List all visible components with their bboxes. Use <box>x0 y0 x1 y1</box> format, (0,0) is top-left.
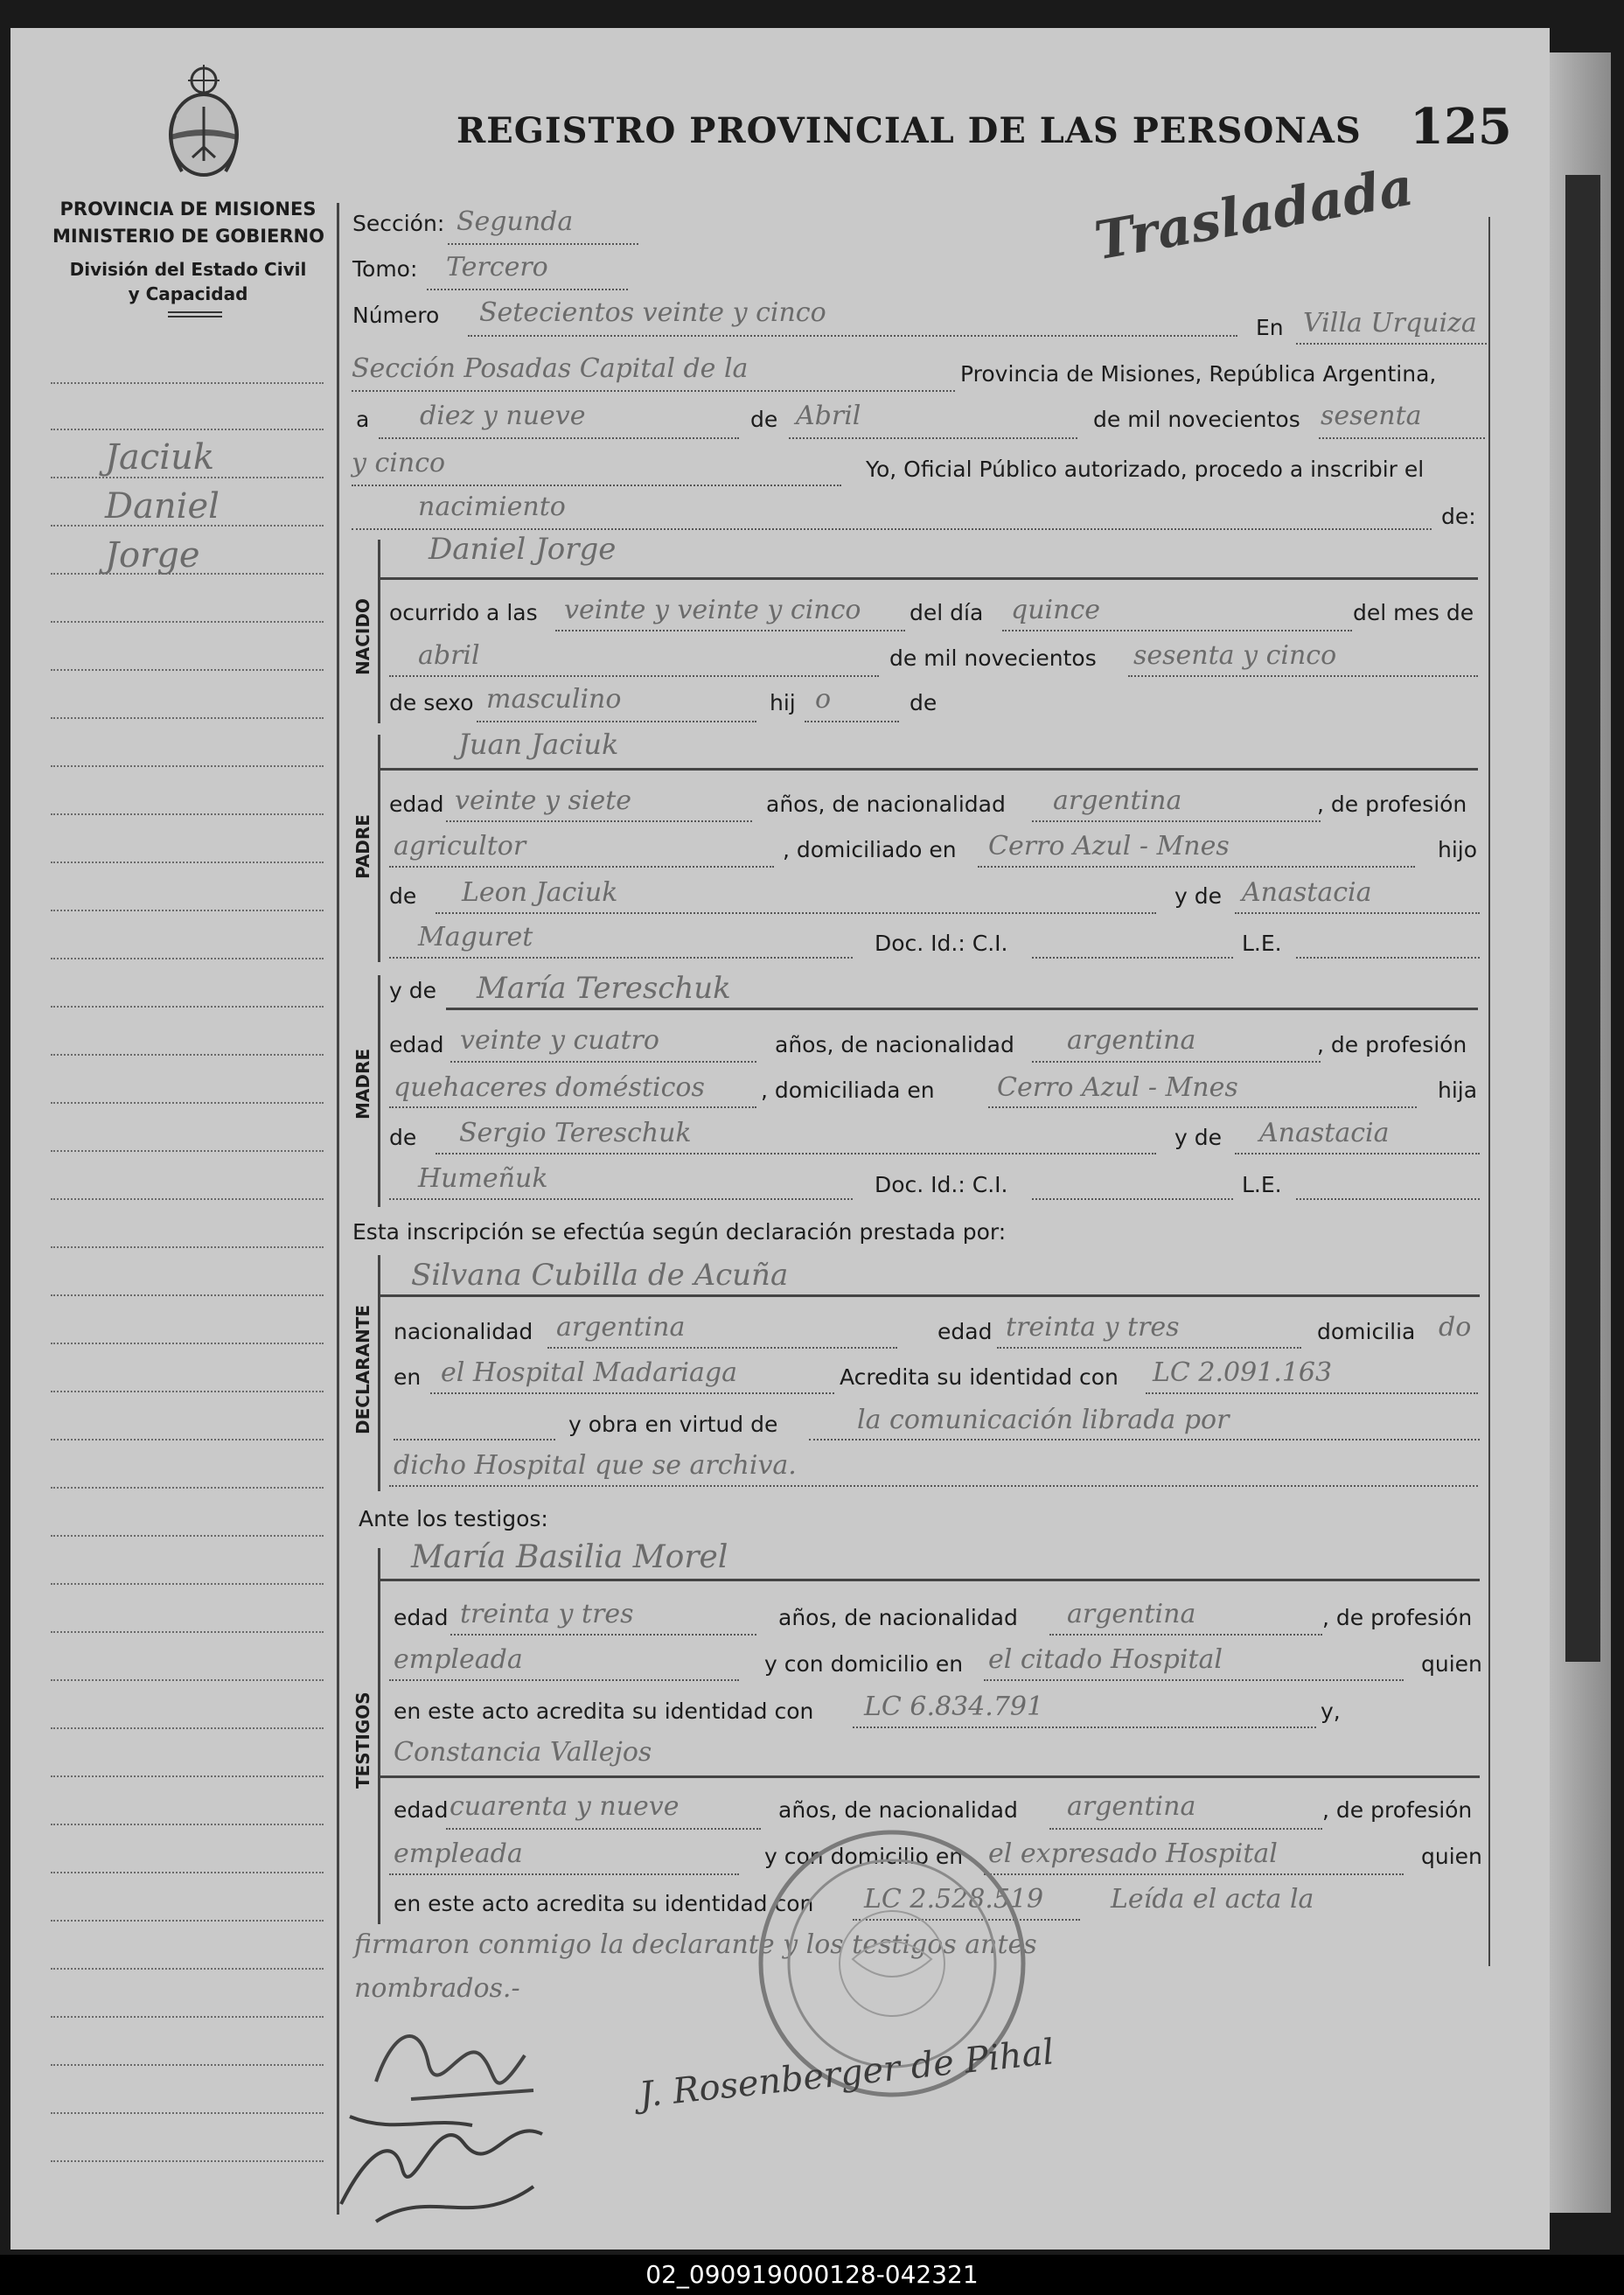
sidebar-line <box>51 1343 324 1344</box>
sidebar-line <box>51 1198 324 1200</box>
padre-anios-label: años, de nacionalidad <box>766 792 1006 817</box>
witness-signature <box>324 2082 568 2239</box>
t1-acredita-label: en este acto acredita su identidad con <box>394 1699 814 1724</box>
sidebar-line <box>51 2064 324 2066</box>
padre-domicilio-label: , domiciliado en <box>783 837 957 862</box>
testigos-bracket <box>378 1548 380 1924</box>
anio-2-line <box>352 485 841 486</box>
madre-de-label: de <box>389 1125 417 1150</box>
declarante-nacionalidad-line <box>547 1347 897 1349</box>
declarante-obra-1-line <box>809 1439 1480 1440</box>
padre-madre-de-1: Anastacia <box>1242 877 1372 908</box>
sexo-label: de sexo <box>389 690 474 715</box>
de-label: de <box>750 407 778 432</box>
padre-madre-de-2: Maguret <box>418 922 533 952</box>
testigo-1-top-rule <box>378 1579 1480 1581</box>
mes-line <box>789 437 1077 439</box>
en-label: En <box>1256 315 1284 340</box>
sidebar-line <box>51 382 324 384</box>
sidebar-line <box>51 1968 324 1970</box>
sidebar-line <box>51 1631 324 1633</box>
declarante-domicilia-suffix: do <box>1439 1312 1472 1343</box>
sexo-value: masculino <box>486 684 622 715</box>
t2-domicilio: el expresado Hospital <box>988 1838 1278 1869</box>
t1-documento-line <box>853 1726 1316 1728</box>
sidebar-line <box>51 1679 324 1681</box>
tomo-value: Tercero <box>446 252 548 283</box>
numero-line <box>468 335 1237 337</box>
declarante-obra-1: la comunicación librada por <box>857 1405 1230 1435</box>
dia-nac-value: quince <box>1011 595 1100 625</box>
del-dia-label: del día <box>910 600 984 625</box>
anio-nac-line <box>1128 675 1478 677</box>
t2-nacionalidad: argentina <box>1067 1791 1196 1822</box>
oficial-signature: J. Rosenberger de Pihal <box>637 2032 1056 2116</box>
cierre-3: nombrados.- <box>354 1973 520 2004</box>
coat-of-arms-emblem <box>156 63 252 185</box>
sidebar-line <box>51 1872 324 1873</box>
declarante-domicilio: el Hospital Madariaga <box>441 1357 737 1388</box>
madre-profesion-line <box>389 1106 756 1108</box>
hij-label: hij <box>770 690 796 715</box>
book-spine <box>1565 175 1600 1662</box>
madre-y-de-label: y de <box>389 978 436 1003</box>
hij-line <box>805 721 899 722</box>
t1-documento: LC 6.834.791 <box>864 1692 1044 1722</box>
t2-anios-label: años, de nacionalidad <box>778 1797 1018 1823</box>
sidebar-line <box>51 2016 324 2018</box>
declarante-en-label: en <box>394 1364 422 1390</box>
sidebar-line <box>51 813 324 815</box>
lugar-1-value: Villa Urquiza <box>1303 308 1477 338</box>
madre-nacionalidad-line <box>1032 1061 1321 1063</box>
tomo-line <box>427 289 628 290</box>
declarante-obra-2: dicho Hospital que se archiva. <box>394 1450 797 1481</box>
padre-hijo-label: hijo <box>1438 837 1478 862</box>
declarante-documento: LC 2.091.163 <box>1153 1357 1333 1388</box>
padre-doc-label: Doc. Id.: C.I. <box>875 931 1008 956</box>
madre-profesion: quehaceres domésticos <box>394 1072 705 1103</box>
padre-le-line <box>1296 957 1480 959</box>
t2-profesion: empleada <box>394 1838 523 1869</box>
oficial-text: Yo, Oficial Público autorizado, procedo a inscribir el <box>866 457 1425 482</box>
sexo-line <box>477 721 756 722</box>
padre-section-label: PADRE <box>352 814 373 879</box>
agency-division: División del Estado Civil <box>69 259 307 280</box>
nacido-nombre: Daniel Jorge <box>429 532 617 567</box>
t2-nacionalidad-line <box>1049 1828 1322 1830</box>
declarante-nacionalidad: argentina <box>556 1312 686 1343</box>
padre-edad-label: edad <box>389 792 444 817</box>
hora-line <box>555 630 905 631</box>
padre-profesion-line <box>389 866 774 868</box>
sidebar-line <box>51 1583 324 1585</box>
padre-le-label: L.E. <box>1242 931 1282 956</box>
agency-ministry: MINISTERIO DE GOBIERNO <box>52 226 324 247</box>
padre-nacionalidad: argentina <box>1053 785 1182 816</box>
sidebar-line <box>51 429 324 430</box>
t1-profesion-line <box>389 1679 739 1681</box>
t2-quien-label: quien <box>1421 1844 1482 1869</box>
declarante-top-rule <box>378 1294 1480 1297</box>
dia-value: diez y nueve <box>420 401 586 431</box>
madre-madre-de-2-line <box>389 1198 853 1200</box>
ocurrido-label: ocurrido a las <box>389 600 538 625</box>
nacido-de-label: de <box>910 690 937 715</box>
madre-hija-label: hija <box>1438 1078 1478 1103</box>
madre-edad: veinte y cuatro <box>460 1025 659 1056</box>
dia-line <box>379 437 739 439</box>
anio-2-value: y cinco <box>352 448 446 478</box>
madre-le-line <box>1296 1198 1480 1200</box>
padre-top-rule <box>378 768 1478 771</box>
declarante-edad-label: edad <box>937 1319 993 1344</box>
lugar-2-line <box>352 390 955 392</box>
sidebar-line <box>51 1102 324 1104</box>
madre-padre-de: Sergio Tereschuk <box>459 1118 692 1148</box>
padre-domicilio: Cerro Azul - Mnes <box>988 831 1230 861</box>
padre-nombre: Juan Jaciuk <box>458 728 619 761</box>
numero-value: Setecientos veinte y cinco <box>479 297 826 328</box>
declarante-bracket <box>378 1255 380 1491</box>
hora-value: veinte y veinte y cinco <box>564 595 861 625</box>
sidebar-line <box>51 1391 324 1392</box>
numero-label: Número <box>352 303 440 328</box>
cierre-1: Leída el acta la <box>1111 1884 1314 1915</box>
margin-first-name: Daniel <box>105 486 220 527</box>
madre-anios-label: años, de nacionalidad <box>775 1032 1014 1057</box>
document-code-bar: 02_090919000128-042321 <box>0 2255 1624 2295</box>
t2-profesion-label: , de profesión <box>1322 1797 1473 1823</box>
sidebar-line <box>51 1439 324 1440</box>
madre-domicilio-line <box>988 1106 1417 1108</box>
sidebar-line <box>51 1775 324 1777</box>
padre-edad-line <box>446 820 752 822</box>
mil-label: de mil novecientos <box>1093 407 1300 432</box>
declarante-nombre: Silvana Cubilla de Acuña <box>411 1258 789 1293</box>
declarante-domicilio-line <box>430 1392 834 1394</box>
provincia-text: Provincia de Misiones, República Argentina, <box>960 361 1437 387</box>
nacido-bracket <box>378 540 380 723</box>
t1-profesion-label: , de profesión <box>1322 1605 1473 1630</box>
declarante-documento-line <box>1146 1392 1478 1394</box>
t1-edad: treinta y tres <box>460 1599 634 1629</box>
lugar-2-value: Sección Posadas Capital de la <box>352 353 749 384</box>
t1-edad-label: edad <box>394 1605 449 1630</box>
lugar-1-line <box>1296 343 1487 345</box>
right-margin-rule <box>1488 217 1490 1966</box>
t1-nacionalidad-line <box>1049 1634 1322 1636</box>
padre-profesion-label: , de profesión <box>1317 792 1467 817</box>
tomo-label: Tomo: <box>352 256 418 282</box>
acto-line <box>352 528 1432 530</box>
a-label: a <box>356 407 370 432</box>
t2-profesion-line <box>389 1873 739 1875</box>
madre-section-label: MADRE <box>352 1048 373 1120</box>
t1-domicilio-line <box>984 1679 1404 1681</box>
sidebar-line <box>51 1006 324 1008</box>
testigo-2-top-rule <box>378 1775 1480 1778</box>
declarante-obra-2-line <box>389 1485 1478 1487</box>
seccion-label: Sección: <box>352 211 445 236</box>
anio-1-line <box>1319 437 1485 439</box>
sidebar-divider <box>337 203 339 2215</box>
sidebar-line <box>51 1054 324 1056</box>
declarante-edad-line <box>997 1347 1301 1349</box>
declarante-intro: Esta inscripción se efectúa según declaración prestada por: <box>352 1219 1007 1245</box>
sidebar-line <box>51 910 324 911</box>
declarante-nacionalidad-label: nacionalidad <box>394 1319 533 1344</box>
mil-nac-label: de mil novecientos <box>889 645 1097 671</box>
t1-quien-label: quien <box>1421 1651 1482 1677</box>
padre-edad: veinte y siete <box>455 785 632 816</box>
seccion-value: Segunda <box>457 206 574 237</box>
mes-nac-value: abril <box>418 640 480 671</box>
madre-madre-de-1: Anastacia <box>1259 1118 1390 1148</box>
testigo-2-nombre: Constancia Vallejos <box>394 1737 652 1768</box>
nacido-section-label: NACIDO <box>352 598 373 675</box>
sidebar-line <box>51 1727 324 1729</box>
madre-y-de-label2: y de <box>1174 1125 1222 1150</box>
dia-nac-line <box>1002 630 1352 631</box>
madre-padre-de-line <box>436 1153 1156 1154</box>
madre-le-label: L.E. <box>1242 1172 1282 1197</box>
padre-domicilio-line <box>978 866 1415 868</box>
agency-underline <box>168 311 222 317</box>
declarante-acredita-label: Acredita su identidad con <box>840 1364 1119 1390</box>
padre-madre-de-2-line <box>389 957 853 959</box>
sidebar-line <box>51 1294 324 1296</box>
madre-doc-label: Doc. Id.: C.I. <box>875 1172 1008 1197</box>
madre-top-rule <box>446 1008 1478 1010</box>
madre-domicilio: Cerro Azul - Mnes <box>997 1072 1238 1103</box>
sidebar-line <box>51 2112 324 2114</box>
anio-nac-value: sesenta y cinco <box>1133 640 1337 671</box>
padre-de-label: de <box>389 883 417 909</box>
t2-edad-label: edad <box>394 1797 449 1823</box>
t1-anios-label: años, de nacionalidad <box>778 1605 1018 1630</box>
sidebar-line <box>51 1150 324 1152</box>
sidebar-line <box>51 1824 324 1825</box>
madre-nacionalidad: argentina <box>1067 1025 1196 1056</box>
del-mes-label: del mes de <box>1353 600 1474 625</box>
testigos-intro: Ante los testigos: <box>359 1506 548 1531</box>
cierre-2: firmaron conmigo la declarante y los testigos antes <box>354 1929 1037 1960</box>
t2-edad-line <box>446 1828 761 1830</box>
sidebar-line <box>51 958 324 959</box>
madre-bracket <box>378 975 380 1207</box>
madre-madre-de-2: Humeñuk <box>418 1163 548 1194</box>
padre-nacionalidad-line <box>1032 820 1321 822</box>
padre-padre-de-line <box>436 912 1156 914</box>
madre-profesion-label: , de profesión <box>1317 1032 1467 1057</box>
t1-nacionalidad: argentina <box>1067 1599 1196 1629</box>
t1-domicilio: el citado Hospital <box>988 1644 1223 1675</box>
t2-acredita-label: en este acto acredita su identidad con <box>394 1891 814 1916</box>
t2-edad: cuarenta y nueve <box>450 1791 680 1822</box>
madre-ci-line <box>1032 1198 1233 1200</box>
sidebar-line <box>51 1535 324 1537</box>
sidebar-line <box>51 621 324 623</box>
padre-y-de-label: y de <box>1174 883 1222 909</box>
padre-profesion: agricultor <box>394 831 526 861</box>
page-number: 125 <box>1410 98 1512 156</box>
declarante-blank-line <box>394 1439 555 1440</box>
sidebar-line <box>51 1246 324 1248</box>
sidebar-line <box>51 2160 324 2162</box>
declarante-section-label: DECLARANTE <box>352 1304 373 1434</box>
padre-padre-de: Leon Jaciuk <box>462 877 618 908</box>
t1-y-label: y, <box>1321 1699 1341 1724</box>
agency-province: PROVINCIA DE MISIONES <box>59 199 317 220</box>
sidebar-line <box>51 1920 324 1922</box>
sidebar-line <box>51 669 324 671</box>
sidebar-line <box>51 765 324 767</box>
t2-documento: LC 2.528.519 <box>864 1884 1044 1915</box>
margin-note-trasladada: Trasladada <box>1090 156 1418 273</box>
margin-surname: Jaciuk <box>105 437 215 478</box>
acto-value: nacimiento <box>418 492 566 522</box>
padre-ci-line <box>1032 957 1233 959</box>
madre-edad-label: edad <box>389 1032 444 1057</box>
mes-nac-line <box>389 675 879 677</box>
sidebar-line <box>51 861 324 863</box>
register-title: REGISTRO PROVINCIAL DE LAS PERSONAS <box>457 110 1362 151</box>
padre-madre-de-1-line <box>1235 912 1480 914</box>
t2-domicilio-label: y con domicilio en <box>764 1844 964 1869</box>
t1-edad-line <box>450 1634 756 1636</box>
agency-division-2: y Capacidad <box>128 283 248 304</box>
madre-nombre: María Tereschuk <box>477 971 731 1006</box>
t1-profesion: empleada <box>394 1644 523 1675</box>
hij-suffix: o <box>815 684 832 715</box>
declarante-domicilia-label: domicilia <box>1317 1319 1416 1344</box>
sidebar-line <box>51 1487 324 1489</box>
nacido-top-rule <box>378 577 1478 580</box>
declarante-edad: treinta y tres <box>1006 1312 1180 1343</box>
madre-madre-de-1-line <box>1235 1153 1480 1154</box>
t2-domicilio-line <box>984 1873 1404 1875</box>
de-colon-label: de: <box>1441 504 1476 529</box>
anio-1-value: sesenta <box>1321 401 1422 431</box>
testigos-section-label: TESTIGOS <box>352 1692 373 1789</box>
margin-second-name: Jorge <box>105 535 200 575</box>
sidebar-line <box>51 717 324 719</box>
madre-edad-line <box>450 1061 756 1063</box>
seccion-line <box>448 243 638 245</box>
madre-domicilio-label: , domiciliada en <box>761 1078 935 1103</box>
declarante-obra-label: y obra en virtud de <box>568 1412 778 1437</box>
t1-domicilio-label: y con domicilio en <box>764 1651 964 1677</box>
testigo-1-nombre: María Basilia Morel <box>411 1539 728 1575</box>
mes-value: Abril <box>796 401 861 431</box>
